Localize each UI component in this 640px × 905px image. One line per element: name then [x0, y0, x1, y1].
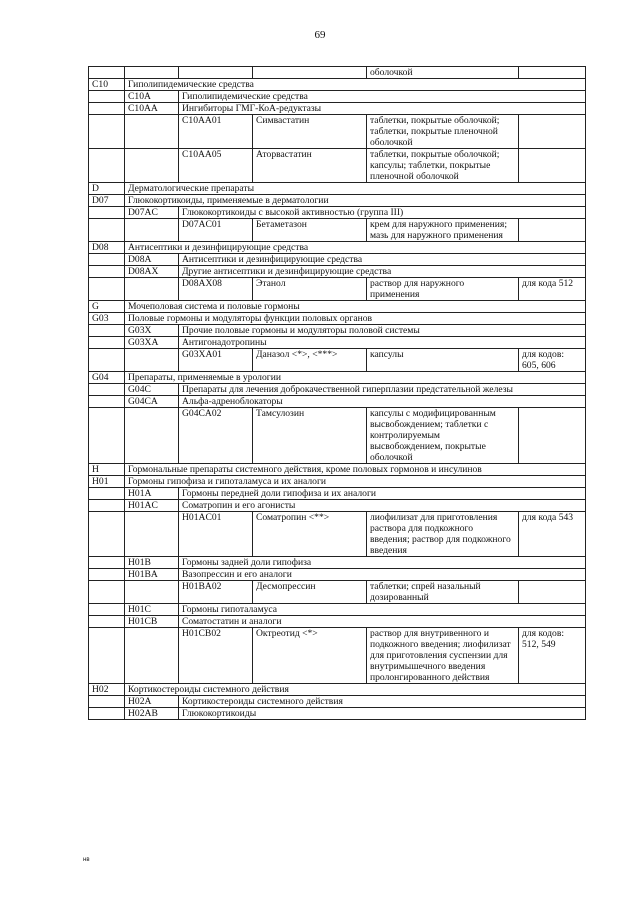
group-code-cell: D08: [89, 242, 125, 254]
sub-code-cell: [125, 408, 179, 464]
table-row: [89, 569, 586, 581]
table-row: [89, 79, 586, 91]
group-name-cell: Кортикостероиды системного действия: [125, 684, 586, 696]
note-cell: для кодов: 512, 549: [519, 628, 586, 684]
sub-name-cell: Антисептики и дезинфицирующие средства: [179, 254, 586, 266]
group-code-cell: [89, 149, 125, 183]
drug-name-cell: Тамсулозин: [253, 408, 367, 464]
table-row: [89, 476, 586, 488]
dosage-form-cell: оболочкой: [367, 67, 519, 79]
sub-name-cell: Гормоны гипоталамуса: [179, 604, 586, 616]
drug-name-cell: Бетаметазон: [253, 219, 367, 242]
group-code-cell: H01: [89, 476, 125, 488]
sub-name-cell: Вазопрессин и его аналоги: [179, 569, 586, 581]
group-name-cell: Дерматологические препараты: [125, 183, 586, 195]
table-row: [89, 183, 586, 195]
note-cell: для кодов: 605, 606: [519, 349, 586, 372]
group-code-cell: D: [89, 183, 125, 195]
table-row: [89, 103, 586, 115]
drug-name-cell: Этанол: [253, 278, 367, 301]
note-cell: [519, 219, 586, 242]
note-cell: для кода 543: [519, 512, 586, 557]
table-row: [89, 254, 586, 266]
group-code-cell: [89, 616, 125, 628]
sub-code-cell: [125, 628, 179, 684]
group-code-cell: [89, 488, 125, 500]
group-code-cell: [89, 67, 125, 79]
sub-code-cell: H01B: [125, 557, 179, 569]
group-code-cell: [89, 254, 125, 266]
note-cell: [519, 408, 586, 464]
table-row: [89, 337, 586, 349]
table-row: [89, 684, 586, 696]
dosage-form-cell: таблетки, покрытые оболочкой; капсулы; таблетки, покрытые пленочной оболочкой: [367, 149, 519, 183]
table-row: [89, 696, 586, 708]
sub-code-cell: [125, 349, 179, 372]
group-code-cell: [89, 708, 125, 720]
sub-code-cell: G03X: [125, 325, 179, 337]
group-code-cell: [89, 219, 125, 242]
table-row: [89, 349, 586, 372]
dosage-form-cell: капсулы: [367, 349, 519, 372]
sub-code-cell: G04CA: [125, 396, 179, 408]
sub-code-cell: H01C: [125, 604, 179, 616]
sub-name-cell: Соматропин и его агонисты: [179, 500, 586, 512]
table-row: [89, 384, 586, 396]
sub-name-cell: Препараты для лечения доброкачественной гиперплазии предстательной железы: [179, 384, 586, 396]
sub-code-cell: D08AX: [125, 266, 179, 278]
drug-table: [88, 66, 586, 720]
sub-code-cell: H01BA: [125, 569, 179, 581]
group-code-cell: [89, 103, 125, 115]
note-cell: [519, 67, 586, 79]
sub-name-cell: Ингибиторы ГМГ-КоА-редуктазы: [179, 103, 586, 115]
drug-name-cell: Симвастатин: [253, 115, 367, 149]
table-row: [89, 604, 586, 616]
note-cell: [519, 115, 586, 149]
note-cell: для кода 512: [519, 278, 586, 301]
sub-code-cell: [125, 581, 179, 604]
atc-code-cell: C10AA05: [179, 149, 253, 183]
dosage-form-cell: раствор для внутривенного и подкожного введения; лиофилизат для приготовления суспензии для внутримышечного введения пролонгированного действия: [367, 628, 519, 684]
table-row: [89, 242, 586, 254]
table-row: [89, 500, 586, 512]
table-row: [89, 408, 586, 464]
sub-code-cell: H02A: [125, 696, 179, 708]
sub-code-cell: G04C: [125, 384, 179, 396]
group-code-cell: D07: [89, 195, 125, 207]
group-name-cell: Гормональные препараты системного действия, кроме половых гормонов и инсулинов: [125, 464, 586, 476]
table-row: [89, 581, 586, 604]
dosage-form-cell: таблетки; спрей назальный дозированный: [367, 581, 519, 604]
dosage-form-cell: крем для наружного применения; мазь для наружного применения: [367, 219, 519, 242]
table-row: [89, 488, 586, 500]
table-row: [89, 313, 586, 325]
group-code-cell: [89, 325, 125, 337]
sub-name-cell: Другие антисептики и дезинфицирующие средства: [179, 266, 586, 278]
sub-code-cell: [125, 512, 179, 557]
sub-name-cell: Гиполипидемические средства: [179, 91, 586, 103]
group-code-cell: [89, 696, 125, 708]
table-row: [89, 266, 586, 278]
table-row: [89, 616, 586, 628]
sub-name-cell: Глюкокортикоиды с высокой активностью (группа III): [179, 207, 586, 219]
group-code-cell: [89, 512, 125, 557]
table-row: [89, 464, 586, 476]
atc-code-cell: H01BA02: [179, 581, 253, 604]
drug-name-cell: Десмопрессин: [253, 581, 367, 604]
group-name-cell: Препараты, применяемые в урологии: [125, 372, 586, 384]
dosage-form-cell: раствор для наружного применения: [367, 278, 519, 301]
group-code-cell: [89, 337, 125, 349]
sub-name-cell: Глюкокортикоиды: [179, 708, 586, 720]
group-code-cell: [89, 266, 125, 278]
table-row: [89, 325, 586, 337]
group-code-cell: [89, 396, 125, 408]
group-code-cell: [89, 569, 125, 581]
group-code-cell: [89, 115, 125, 149]
group-code-cell: G: [89, 301, 125, 313]
sub-code-cell: D08A: [125, 254, 179, 266]
table-row: [89, 396, 586, 408]
atc-code-cell: D08AX08: [179, 278, 253, 301]
footer-mark: нв: [83, 857, 90, 863]
table-row: [89, 278, 586, 301]
group-code-cell: G03: [89, 313, 125, 325]
drug-name-cell: Аторвастатин: [253, 149, 367, 183]
sub-code-cell: [125, 149, 179, 183]
sub-name-cell: Соматостатин и аналоги: [179, 616, 586, 628]
sub-code-cell: D07AC: [125, 207, 179, 219]
group-name-cell: Половые гормоны и модуляторы функции половых органов: [125, 313, 586, 325]
note-cell: [519, 581, 586, 604]
table-row: [89, 67, 586, 79]
group-code-cell: [89, 278, 125, 301]
table-row: [89, 91, 586, 103]
dosage-form-cell: лиофилизат для приготовления раствора для подкожного введения; раствор для подкожного введения: [367, 512, 519, 557]
group-code-cell: [89, 384, 125, 396]
group-code-cell: [89, 581, 125, 604]
group-name-cell: Гиполипидемические средства: [125, 79, 586, 91]
sub-name-cell: Антигонадотропины: [179, 337, 586, 349]
atc-code-cell: D07AC01: [179, 219, 253, 242]
sub-name-cell: Альфа-адреноблокаторы: [179, 396, 586, 408]
sub-code-cell: C10A: [125, 91, 179, 103]
group-code-cell: [89, 557, 125, 569]
table-row: [89, 301, 586, 313]
sub-code-cell: [125, 67, 179, 79]
group-name-cell: Мочеполовая система и половые гормоны: [125, 301, 586, 313]
group-code-cell: [89, 500, 125, 512]
table-row: [89, 372, 586, 384]
table-row: [89, 207, 586, 219]
table-row: [89, 115, 586, 149]
dosage-form-cell: таблетки, покрытые оболочкой; таблетки, покрытые пленочной оболочкой: [367, 115, 519, 149]
group-code-cell: H02: [89, 684, 125, 696]
sub-code-cell: H01A: [125, 488, 179, 500]
sub-code-cell: H01AC: [125, 500, 179, 512]
group-code-cell: [89, 628, 125, 684]
table-row: [89, 557, 586, 569]
table-row: [89, 195, 586, 207]
group-code-cell: H: [89, 464, 125, 476]
sub-code-cell: C10AA: [125, 103, 179, 115]
sub-code-cell: [125, 278, 179, 301]
group-name-cell: Гормоны гипофиза и гипоталамуса и их аналоги: [125, 476, 586, 488]
sub-code-cell: [125, 115, 179, 149]
group-code-cell: C10: [89, 79, 125, 91]
group-name-cell: Антисептики и дезинфицирующие средства: [125, 242, 586, 254]
atc-code-cell: C10AA01: [179, 115, 253, 149]
dosage-form-cell: капсулы с модифицированным высвобождением; таблетки с контролируемым высвобождением, покрытые оболочкой: [367, 408, 519, 464]
table-row: [89, 149, 586, 183]
sub-name-cell: Гормоны передней доли гипофиза и их аналоги: [179, 488, 586, 500]
drug-name-cell: Соматропин <**>: [253, 512, 367, 557]
drug-name-cell: [253, 67, 367, 79]
atc-code-cell: H01CB02: [179, 628, 253, 684]
note-cell: [519, 149, 586, 183]
table-row: [89, 512, 586, 557]
group-code-cell: [89, 207, 125, 219]
page-number: 69: [314, 29, 326, 41]
group-code-cell: [89, 604, 125, 616]
group-name-cell: Глюкокортикоиды, применяемые в дерматологии: [125, 195, 586, 207]
atc-code-cell: G03XA01: [179, 349, 253, 372]
group-code-cell: [89, 349, 125, 372]
atc-code-cell: [179, 67, 253, 79]
table-row: [89, 628, 586, 684]
table-row: [89, 219, 586, 242]
sub-code-cell: H01CB: [125, 616, 179, 628]
sub-code-cell: [125, 219, 179, 242]
sub-name-cell: Прочие половые гормоны и модуляторы половой системы: [179, 325, 586, 337]
drug-name-cell: Октреотид <*>: [253, 628, 367, 684]
sub-name-cell: Кортикостероиды системного действия: [179, 696, 586, 708]
atc-code-cell: H01AC01: [179, 512, 253, 557]
group-code-cell: [89, 91, 125, 103]
drug-name-cell: Даназол <*>, <***>: [253, 349, 367, 372]
sub-code-cell: G03XA: [125, 337, 179, 349]
group-code-cell: G04: [89, 372, 125, 384]
sub-name-cell: Гормоны задней доли гипофиза: [179, 557, 586, 569]
sub-code-cell: H02AB: [125, 708, 179, 720]
atc-code-cell: G04CA02: [179, 408, 253, 464]
table-row: [89, 708, 586, 720]
group-code-cell: [89, 408, 125, 464]
